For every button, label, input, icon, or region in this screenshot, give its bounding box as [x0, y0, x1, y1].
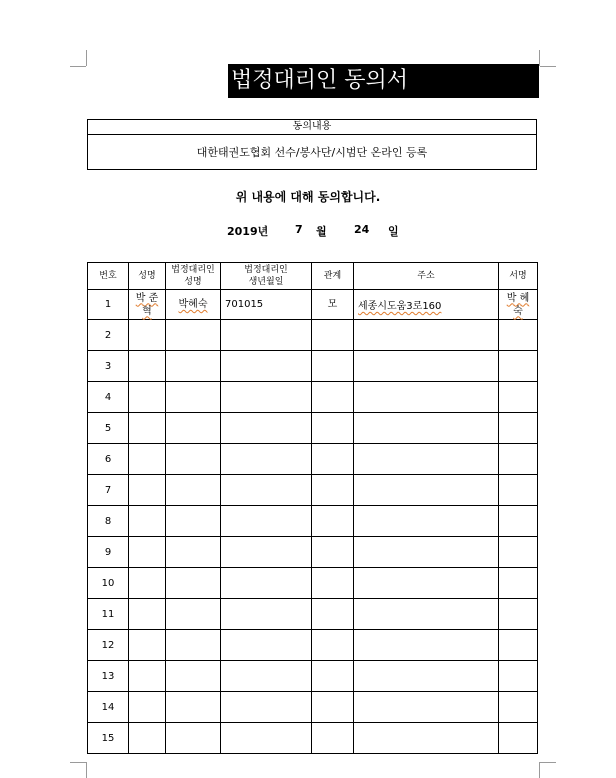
cell-birthdate[interactable]: [221, 723, 312, 754]
cell-birthdate[interactable]: [221, 537, 312, 568]
table-row: [88, 599, 538, 630]
row-number: [88, 506, 129, 537]
cell-relation[interactable]: [312, 506, 354, 537]
cell-guardian-name[interactable]: [166, 506, 221, 537]
table-row: [88, 351, 538, 382]
table-row: [88, 723, 538, 754]
cell-signature[interactable]: [499, 630, 538, 661]
cell-name[interactable]: [129, 630, 166, 661]
cell-relation[interactable]: [312, 723, 354, 754]
cell-birthdate[interactable]: [221, 382, 312, 413]
cell-name[interactable]: [129, 506, 166, 537]
cell-guardian-name[interactable]: [166, 475, 221, 506]
row-number-text: 8: [104, 515, 112, 527]
table-row: [88, 444, 538, 475]
cell-address[interactable]: [354, 382, 499, 413]
cell-name[interactable]: [129, 444, 166, 475]
consent-box: [87, 119, 537, 170]
cell-guardian-name[interactable]: [166, 568, 221, 599]
cell-birthdate[interactable]: [221, 290, 312, 320]
row-number-text: 2: [104, 329, 112, 341]
table-row: [88, 320, 538, 351]
cell-guardian-name[interactable]: [166, 444, 221, 475]
row-number-text: 6: [104, 453, 112, 465]
row-number: [88, 444, 129, 475]
consent-header: 동의내용: [88, 120, 536, 135]
cell-name[interactable]: [129, 351, 166, 382]
table-row: [88, 692, 538, 723]
crop-mark: [539, 762, 540, 778]
cell-address[interactable]: [354, 599, 499, 630]
cell-signature[interactable]: [499, 723, 538, 754]
cell-guardian-name[interactable]: [166, 661, 221, 692]
cell-birthdate[interactable]: [221, 568, 312, 599]
row-number-text: 5: [104, 422, 112, 434]
row-number: [88, 475, 129, 506]
cell-signature[interactable]: [499, 475, 538, 506]
cell-birthdate[interactable]: [221, 475, 312, 506]
row-number: [88, 351, 129, 382]
cell-name[interactable]: [129, 692, 166, 723]
row-number-text: 15: [101, 732, 115, 744]
crop-mark: [540, 762, 556, 763]
row-number-text: 4: [104, 391, 112, 403]
cell-address[interactable]: [354, 661, 499, 692]
cell-address[interactable]: [354, 630, 499, 661]
table-row: [88, 506, 538, 537]
cell-guardian-name[interactable]: [166, 692, 221, 723]
cell-signature-text: 박 혜 숙: [506, 292, 530, 317]
consent-body: 대한태권도협회 선수/봉사단/시범단 온라인 등록: [196, 146, 428, 159]
cell-birthdate[interactable]: [221, 599, 312, 630]
cell-guardian-name[interactable]: [166, 599, 221, 630]
row-number: [88, 320, 129, 351]
cell-address-text: 세종시도움3로160: [358, 301, 442, 312]
cell-relation[interactable]: [312, 661, 354, 692]
header-signature: 서명: [499, 263, 538, 290]
header-guardian-name: 법정대리인 성명: [166, 263, 221, 290]
row-number: [88, 661, 129, 692]
row-number: [88, 568, 129, 599]
row-number-text: 1: [104, 299, 112, 310]
crop-mark: [70, 66, 86, 67]
cell-name[interactable]: [129, 413, 166, 444]
cell-name[interactable]: [129, 599, 166, 630]
row-number-text: 12: [101, 639, 115, 651]
cell-birthdate[interactable]: [221, 351, 312, 382]
row-number: [88, 599, 129, 630]
cell-signature[interactable]: [499, 537, 538, 568]
cell-relation[interactable]: [312, 351, 354, 382]
cell-signature[interactable]: [499, 320, 538, 351]
date-day: 24: [354, 223, 370, 236]
cell-relation-text: 모: [327, 299, 338, 310]
cell-relation[interactable]: [312, 475, 354, 506]
cell-birthdate[interactable]: [221, 506, 312, 537]
row-number-text: 13: [101, 670, 115, 682]
cell-name[interactable]: [129, 382, 166, 413]
cell-guardian-name[interactable]: [166, 290, 221, 320]
header-number: 번호: [88, 263, 129, 290]
cell-relation[interactable]: [312, 537, 354, 568]
cell-signature[interactable]: [499, 661, 538, 692]
cell-signature[interactable]: [499, 599, 538, 630]
cell-name[interactable]: [129, 723, 166, 754]
cell-signature[interactable]: [499, 290, 538, 320]
cell-guardian-name[interactable]: [166, 723, 221, 754]
cell-birthdate-text: 701015: [225, 299, 264, 310]
table-row: [88, 568, 538, 599]
row-number: [88, 413, 129, 444]
cell-birthdate[interactable]: [221, 320, 312, 351]
cell-birthdate[interactable]: [221, 692, 312, 723]
cell-guardian-name[interactable]: [166, 382, 221, 413]
cell-address[interactable]: [354, 568, 499, 599]
row-number: [88, 630, 129, 661]
cell-guardian-name[interactable]: [166, 320, 221, 351]
row-number: [88, 537, 129, 568]
cell-address[interactable]: [354, 723, 499, 754]
date-day-unit: 일: [388, 225, 399, 238]
row-number: [88, 290, 129, 320]
crop-mark: [540, 66, 556, 67]
cell-signature[interactable]: [499, 692, 538, 723]
crop-mark: [86, 762, 87, 778]
table-row: [88, 475, 538, 506]
agreement-statement: 위 내용에 대해 동의합니다.: [235, 190, 381, 204]
cell-name[interactable]: [129, 320, 166, 351]
cell-signature[interactable]: [499, 413, 538, 444]
cell-birthdate[interactable]: [221, 413, 312, 444]
cell-address[interactable]: [354, 290, 499, 320]
row-number: [88, 723, 129, 754]
row-number-text: 3: [104, 360, 112, 372]
cell-relation[interactable]: [312, 444, 354, 475]
cell-relation[interactable]: [312, 382, 354, 413]
cell-name[interactable]: [129, 661, 166, 692]
cell-relation[interactable]: [312, 599, 354, 630]
cell-signature[interactable]: [499, 568, 538, 599]
cell-address[interactable]: [354, 351, 499, 382]
cell-name[interactable]: [129, 537, 166, 568]
row-number-text: 9: [104, 546, 112, 558]
cell-address[interactable]: [354, 444, 499, 475]
crop-mark: [539, 50, 540, 66]
table-row: [88, 661, 538, 692]
cell-birthdate[interactable]: [221, 630, 312, 661]
cell-guardian-name[interactable]: [166, 413, 221, 444]
cell-birthdate[interactable]: [221, 661, 312, 692]
cell-birthdate[interactable]: [221, 444, 312, 475]
header-relation: 관계: [312, 263, 354, 290]
document-title: 법정대리인 동의서: [228, 64, 539, 98]
cell-relation[interactable]: [312, 630, 354, 661]
cell-relation[interactable]: [312, 413, 354, 444]
row-number-text: 11: [101, 608, 115, 620]
table-row: [88, 413, 538, 444]
cell-address[interactable]: [354, 506, 499, 537]
cell-signature[interactable]: [499, 382, 538, 413]
cell-name[interactable]: [129, 475, 166, 506]
cell-address[interactable]: [354, 475, 499, 506]
row-number-text: 7: [104, 484, 112, 496]
crop-mark: [70, 762, 86, 763]
cell-name[interactable]: [129, 290, 166, 320]
cell-address[interactable]: [354, 692, 499, 723]
cell-address[interactable]: [354, 537, 499, 568]
row-number-text: 14: [101, 701, 115, 713]
table-row: [88, 290, 538, 320]
cell-signature[interactable]: [499, 506, 538, 537]
cell-relation[interactable]: [312, 568, 354, 599]
table-header-row: [88, 263, 538, 290]
cell-relation[interactable]: [312, 692, 354, 723]
row-number: [88, 382, 129, 413]
date-year: 2019년: [227, 225, 269, 238]
header-address: 주소: [354, 263, 499, 290]
crop-mark: [86, 50, 87, 66]
table-row: [88, 537, 538, 568]
row-number: [88, 692, 129, 723]
cell-address[interactable]: [354, 413, 499, 444]
cell-guardian-name-text: 박혜숙: [178, 299, 208, 310]
cell-guardian-name[interactable]: [166, 537, 221, 568]
table-row: [88, 630, 538, 661]
cell-name[interactable]: [129, 568, 166, 599]
date-month-unit: 월: [316, 225, 327, 238]
cell-relation[interactable]: [312, 320, 354, 351]
guardian-table: [87, 262, 538, 754]
header-guardian-birthdate: 법정대리인 생년월일: [221, 263, 312, 290]
cell-address[interactable]: [354, 320, 499, 351]
cell-relation[interactable]: [312, 290, 354, 320]
cell-signature[interactable]: [499, 351, 538, 382]
header-name: 성명: [129, 263, 166, 290]
cell-name-text: 박 준 혁: [135, 292, 159, 317]
cell-guardian-name[interactable]: [166, 351, 221, 382]
cell-signature[interactable]: [499, 444, 538, 475]
row-number-text: 10: [101, 577, 115, 589]
table-row: [88, 382, 538, 413]
cell-guardian-name[interactable]: [166, 630, 221, 661]
date-month: 7: [295, 223, 303, 236]
